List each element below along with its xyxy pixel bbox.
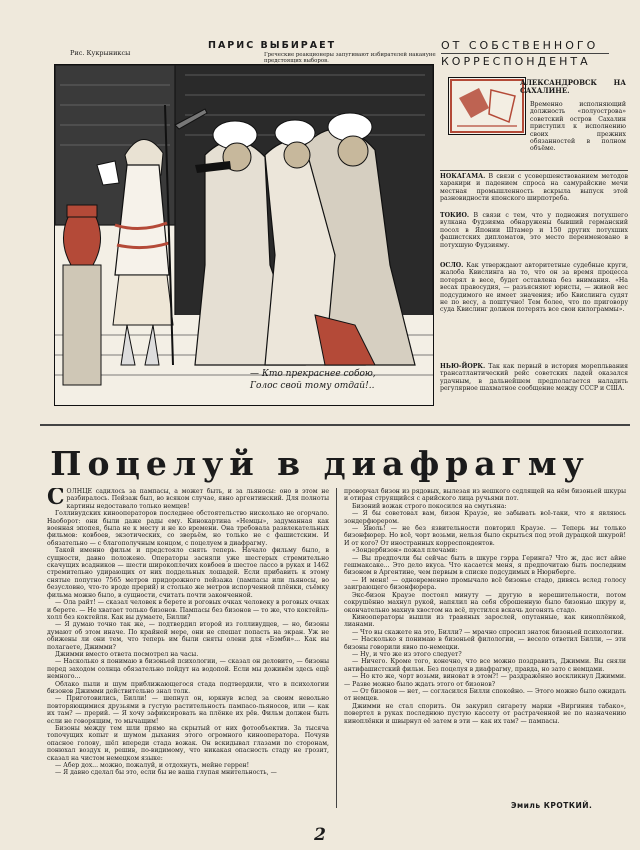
- dispatch-sakhalin: [520, 79, 626, 96]
- article-paragraph: Экс-бизон Краузе постоял минуту — другую в нерешительности, потом сокрушённо махнул рукой, напялил на себя сброшенную было бизонью шкуру и, окончательно махнув хвостом на всё, пустился вскачь догонять стадо.: [344, 591, 626, 614]
- section-divider: [40, 424, 630, 426]
- article-paragraph: Джимми вместо ответа посмотрел на часы.: [55, 650, 199, 658]
- cartoon-note: Греческие реакционеры запугивают избирателей накануне предстоящих выборов.: [264, 52, 436, 65]
- article-paragraph: — Насколько я понимаю в бизоньей филологии, — весело ответил Билли, — эти бизоны говорили явно по-немецки.: [344, 636, 626, 651]
- dispatch-city: НЬЮ-ЙОРК.: [440, 363, 486, 370]
- article-paragraph: — Ну, и что же из этого следует?: [352, 650, 462, 658]
- article-paragraph: «Зондербизон» пожал плечами:: [352, 547, 458, 555]
- article-left-column: [47, 488, 329, 820]
- article-paragraph: — Ола райт! — сказал человек в берете и роговых очках человеку в роговых очках и берете. — Не хватает только бизонов. Пампасы без бизонов — то же, что коктейль-холл без коктейля. Как вы думаете, Билли?: [47, 599, 329, 621]
- column-divider: [336, 488, 337, 808]
- article-paragraph: — От бизонов — нет, — согласился Билли спокойно. — Этого можно было ожидать от немцев.: [344, 687, 626, 703]
- dispatch-tokyo: [440, 212, 628, 249]
- article-paragraph: Бизоны между тем шли прямо на скрытый от них фотообъектив. За тысяча топочущих копыт и шумом дыхания этого огромного кинооператора. Почуяв опасное голову, шёл впереди стада вожак. Он вскидывал глазами по сторонам, понюхал воздух и, решив, по-видимому, что никакая опасность стаду не грозит, сказал на чистом немецком языке:: [47, 725, 329, 762]
- sakhalin-stamp-illustration: [448, 77, 526, 135]
- article-headline: Поцелуй в диафрагму: [50, 444, 590, 483]
- correspondent-heading: [441, 40, 611, 67]
- article-paragraph: — Я давно сделал бы это, если бы не ваша глупая мнительность, —: [55, 769, 277, 777]
- dispatch-text: Как утверждают авторитетные судебные круги, жалоба Квислинга на то, что он за время процесса потерял в весе, будет оставлена без внимания. «На весах правосудия, — разъясняют юристы, — живой вес подсудимого не имеет значения; ибо Квислинга судят не по весу, а поштучно! Тем более, что по приговору суда Квислинг должен потерять все свои килограммы».: [440, 262, 629, 314]
- article-paragraph: — Ничего. Кроме того, конечно, что все можно поздравить, Джимми. Вы сняли антифашистский фильм. Без поцелуя в диафрагму, правда, но зато с немцами.: [344, 658, 626, 673]
- cartoon-caption: [250, 368, 430, 392]
- correspondent-title-line2: КОРРЕСПОНДЕНТА: [441, 55, 591, 68]
- cartoon-drawing: [55, 65, 433, 405]
- article-paragraph: — Я думаю точно так же, — подтвердил второй из голливудцев, — но, бизоны думают об этом иначе. По крайней мере, они не спешат попасть на экран. Уж не обижены ли они тем, что теперь им были сняты олени для «Бэмби»... Как вы полагаете, Джимми?: [47, 621, 329, 651]
- dispatch-oslo: [440, 262, 628, 314]
- page-number: 2: [314, 825, 326, 845]
- article-paragraph: — Абер дох... можно, пожалуй, и отдохнуть, мейне геррен!: [55, 762, 250, 770]
- dispatch-nokagama: [440, 173, 628, 203]
- article-paragraph: проворчал бизон из рядовых, вылезая из нешкого седлящей на нём бизоньей шкуры и отирая струящийся с арийского лица ручьями пот.: [344, 488, 626, 503]
- article-paragraph: — Вы предпочли бы сейчас быть в шкуре гэрра Геринга? Что ж, дас ист айне гешмаксаке... Это дело вкуса. Что касается меня, я предпочитаю быть последним бизоном в Аргентине, чем первым в списке подсудимых в Нюрнберге.: [344, 554, 626, 577]
- article-paragraph: — Я бы советовал вам, бизон Краузе, не забывать всё-таки, что я являюсь зондерфюрером.: [344, 510, 626, 525]
- dispatch-divider: [440, 170, 628, 171]
- caption-line-1: — Кто прекраснее собою,: [250, 369, 376, 379]
- article-paragraph: Бизоний вожак строго покосился на смутьяна:: [352, 502, 507, 510]
- article-paragraph: Такой именно фильм и предстояло снять теперь. Начало фильму было, в сущности, давно положено. Операторы засняли уже шестерых стремительно скачущих всадников — шести широкоплечих ковбоев в шестое лассо в руках и 1462 стремительно удирающих от них поддельных лошадей. Если прибавить к этому снятые попутно 7565 метров придорожного пейзажа (пампасы или льяносы, во безусловно, что-то вроде прерий) и столько же метров испорченной плёнки, съёмку фильма можно было, в сущности, считать почти законченной.: [47, 547, 329, 599]
- cartoon-rubric: ПАРИС ВЫБИРАЕТ: [208, 40, 337, 51]
- dispatch-sakhalin-text: Временно исполняющий должность «полуострова» советский остров Сахалин приступил к исполнению своих прежних обязанностей в полном объёме.: [530, 101, 626, 153]
- article-paragraph: Голливудских кинооператоров последнее обстоятельство нисколько не огорчало. Наоборот: они были даже рады ему. Кинокартина «Немцы», задуманная как военная эпопея, была не к месту и не ко времени. Она требовала развлекательных фильмов: ковбоев, экзотических, со зверьём, но только не с фашистским. И обязательно — с благополучным концом, с поцелуем в диафрагму.: [47, 510, 329, 547]
- dispatch-city: ОСЛО.: [440, 262, 464, 269]
- article-paragraph: — И меня! — одновременно промычало всё бизонье стадо, дивясь вслед голосу заиграющего бизонфюрера.: [344, 576, 626, 592]
- stamp-drawing: [449, 78, 525, 134]
- dispatch-city: АЛЕКСАНДРОВСК НА САХАЛИНЕ.: [520, 78, 626, 96]
- article-paragraph: — Приготовились, Билли! — шепнул он, юркнув вслед за своим невольно повторяющимися друзьями в густую растительность пампасо-льяносов, или — как их там? — прерий. — Я хочу зафиксировать на плёнке их рёв. Фильм должен быть если не говорящим, то мычащим!: [47, 695, 329, 725]
- dispatch-city: НОКАГАМА.: [440, 173, 486, 180]
- artist-credit: Рис. Кукрыниксы: [70, 49, 131, 57]
- cartoon-illustration: [54, 64, 434, 406]
- article-paragraph: Облако пыли и шум приближающегося стада подтвердили, что в психологии бизонов Джимми действительно знал толк.: [47, 680, 329, 695]
- dispatch-text: В связи с тем, что у подножия потухшего вулкана Фудзияма обнаружены бывший германский посол в Японии Штамер и 150 других потухших фашистских дипломатов, это место переименовано в потухшую Фудзияму.: [440, 212, 628, 249]
- article-paragraph: — Что вы скажете на это, Билли? — мрачно спросил знаток бизоньей психологии.: [352, 628, 624, 636]
- correspondent-title-line1: ОТ СОБСТВЕННОГО: [441, 39, 599, 52]
- caption-line-2: Голос свой тому отдай!..: [250, 381, 375, 391]
- article-right-column: [344, 488, 626, 798]
- correspondent-rule: [441, 53, 609, 54]
- article-paragraph: Джимми не стал спорить. Он закурил сигарету марки «Виргиния табако», повертел в руках последнюю пустую кассету от растраченной не по назначению киноплёнки и швырнул её затем в эти — как их там? — пампасы.: [344, 702, 626, 725]
- article-paragraph: — Насколько я понимаю в бизоньей психологии, — сказал он деловито, — бизоны перед заходом солнца обязательно пойдут на водопой. Если мы доживём здесь ещё немного...: [47, 658, 329, 681]
- dispatch-newyork: [440, 363, 628, 393]
- article-paragraph: — Но кто же, чорт возьми, виноват в этом?! — раздражённо воскликнул Джимми. — Разве можно было ждать этого от бизонов?: [344, 673, 626, 688]
- article-author: Эмиль КРОТКИЙ.: [511, 801, 593, 810]
- dispatch-text: В связи с усовершенствованием методов харакири и падением спроса на самурайские мечи местная промышленность вскрыла выпуск этой разновидности японского ширпотреба.: [440, 173, 629, 203]
- article-paragraph: ОЛНЦЕ садилось за пампасы, а может быть, и за льяносы: оно в этом не разбиралось. Пейзаж был, во всяком случае, явно аргентинский. Для полноты картины недоставало только немцев!: [66, 488, 329, 510]
- dropcap: С: [47, 488, 65, 510]
- article-paragraph: Кинооператоры вышли из травяных зарослей, опутанные, как киноплёнкой, лианами.: [344, 613, 626, 629]
- dispatch-text: Так как первый в история морепльвания трансатлантический рейс советских ладей оказался удачным, в дальнейшем предполагается наладить регулярное шахматное сообщение между СССР и США.: [440, 363, 628, 393]
- dispatch-city: ТОКИО.: [440, 212, 470, 219]
- article-paragraph: — Яволь! — не без язвительности повторил Краузе. — Теперь вы только бизонфюрер. Но всё, чорт возьми, нельзя было скрыться под этой дурацкой шкурой! И от кого? От иностранных корреспондентов.: [344, 525, 626, 547]
